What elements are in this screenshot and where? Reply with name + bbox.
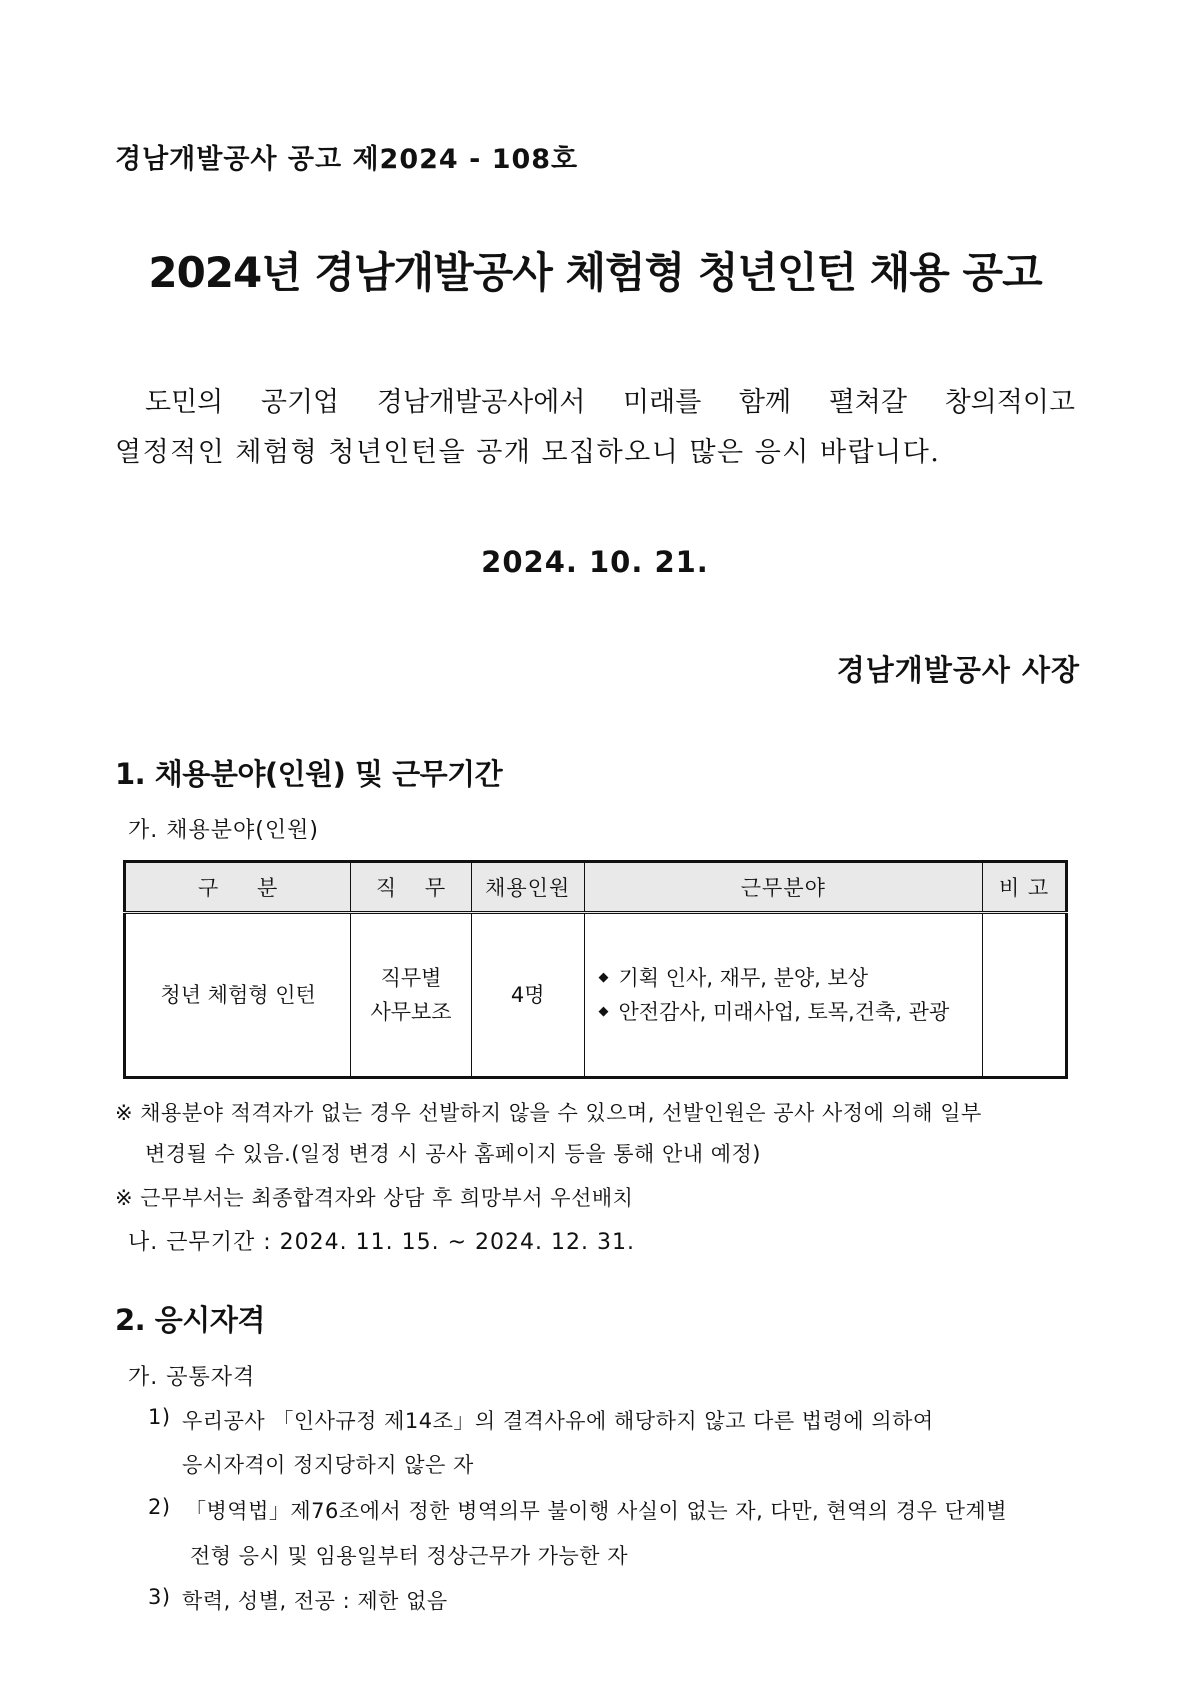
- item-2-line-2: 전형 응시 및 임용일부터 정상근무가 가능한 자: [190, 1544, 628, 1568]
- header-fields: 근무분야: [584, 862, 983, 913]
- cell-category: 청년 체험형 인턴: [125, 913, 351, 1078]
- signer: 경남개발공사 사장: [836, 653, 1080, 687]
- note-2: ※ 근무부서는 최종합격자와 상담 후 희망부서 우선배치: [115, 1186, 634, 1210]
- field-item-label: 기획 인사, 재무, 분양, 보상: [618, 966, 869, 990]
- header-duty: 직 무: [351, 862, 472, 913]
- recruitment-table: [123, 860, 1068, 1079]
- item-1-line-2: 응시자격이 정지당하지 않은 자: [182, 1453, 474, 1477]
- note-1-line-1: ※ 채용분야 적격자가 없는 경우 선발하지 않을 수 있으며, 선발인원은 공사 사정에 의해 일부: [115, 1101, 982, 1125]
- field-item: [599, 995, 982, 1029]
- item-3-line-1: 학력, 성별, 전공 : 제한 없음: [182, 1589, 448, 1613]
- cell-duty: [351, 913, 472, 1078]
- notice-number: 경남개발공사 공고 제2024 - 108호: [115, 144, 579, 175]
- item-3-number: 3): [148, 1585, 171, 1609]
- section-1-sub-b: 나. 근무기간 : 2024. 11. 15. ~ 2024. 12. 31.: [128, 1230, 635, 1255]
- intro-line-2: 열정적인 체험형 청년인턴을 공개 모집하오니 많은 응시 바랍니다.: [115, 437, 941, 468]
- header-remarks: 비 고: [983, 862, 1067, 913]
- cell-count: 4명: [471, 913, 584, 1078]
- diamond-bullet-icon: ◆: [598, 970, 609, 985]
- header-count: 채용인원: [471, 862, 584, 913]
- header-category: 구 분: [125, 862, 351, 913]
- diamond-bullet-icon: ◆: [598, 1004, 609, 1019]
- note-1-line-2: 변경될 수 있음.(일정 변경 시 공사 홈페이지 등을 통해 안내 예정): [145, 1142, 761, 1166]
- item-1-line-1: 우리공사 「인사규정 제14조」의 결격사유에 해당하지 않고 다른 법령에 의하여: [182, 1409, 934, 1433]
- duty-line-2: 사무보조: [370, 1000, 452, 1024]
- field-item-label: 안전감사, 미래사업, 토목,건축, 관광: [618, 1000, 950, 1024]
- section-1-sub-a: 가. 채용분야(인원): [128, 818, 319, 843]
- intro-line-1: 도민의 공기업 경남개발공사에서 미래를 함께 펼쳐갈 창의적이고: [145, 387, 1075, 418]
- duty-line-1: 직무별: [380, 966, 442, 990]
- cell-remarks: [983, 913, 1067, 1078]
- notice-date: 2024. 10. 21.: [481, 545, 709, 579]
- table-row: [125, 913, 1067, 1078]
- item-2-line-1: 「병역법」제76조에서 정한 병역의무 불이행 사실이 없는 자, 다만, 현역의 경우 단계별: [185, 1499, 1007, 1523]
- item-1-number: 1): [148, 1405, 171, 1429]
- item-2-number: 2): [148, 1495, 171, 1519]
- section-2-sub-a: 가. 공통자격: [128, 1365, 256, 1390]
- field-item: [599, 961, 982, 995]
- section-1-heading: 1. 채용분야(인원) 및 근무기간: [115, 757, 503, 791]
- section-2-heading: 2. 응시자격: [115, 1303, 265, 1337]
- document-title: 2024년 경남개발공사 체험형 청년인턴 채용 공고: [148, 248, 1042, 297]
- cell-fields: [584, 913, 983, 1078]
- table-header-row: [125, 862, 1067, 913]
